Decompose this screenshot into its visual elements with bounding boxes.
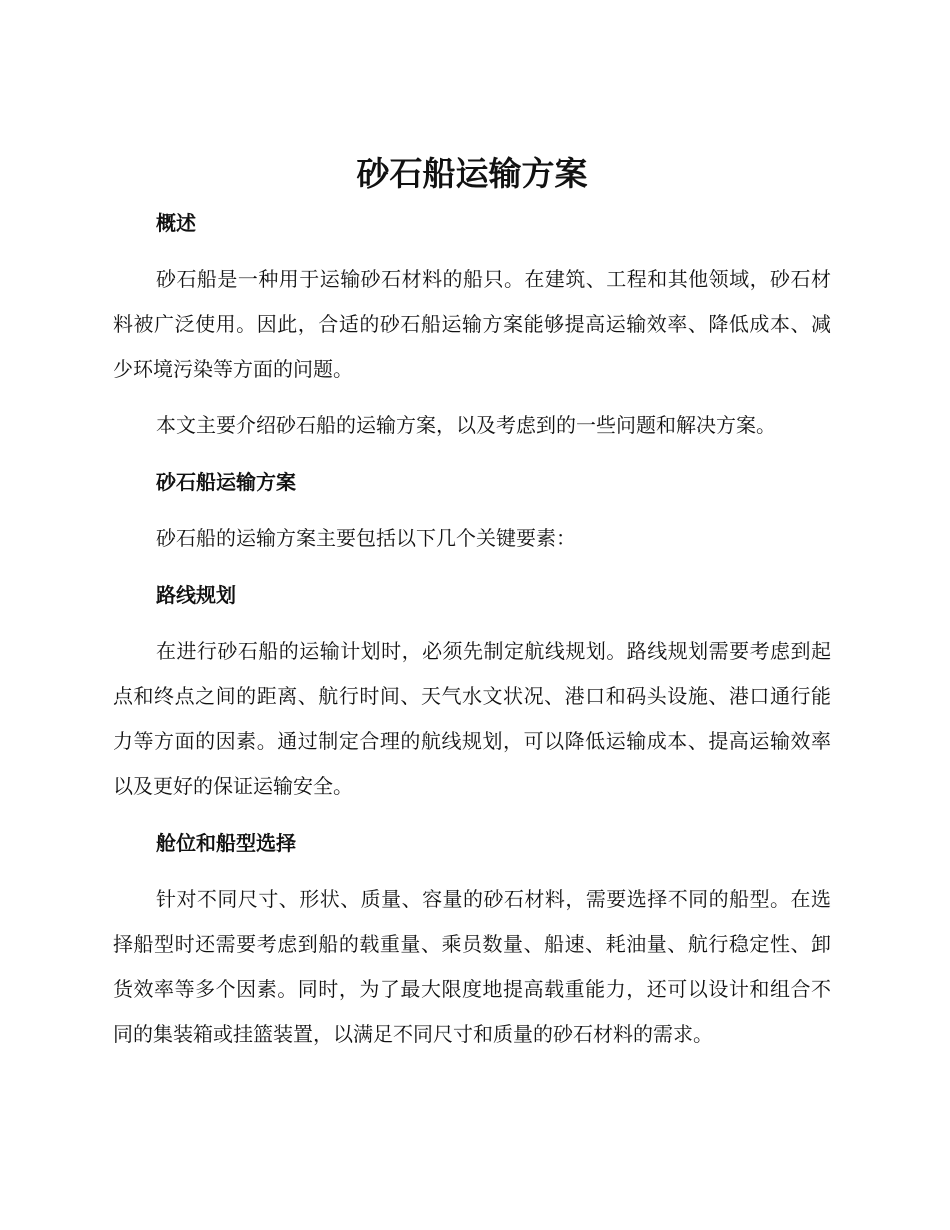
section-heading-route-planning: 路线规划 (156, 583, 236, 607)
paragraph: 砂石船的运输方案主要包括以下几个关键要素： (156, 526, 576, 550)
section-heading-vessel-selection: 舱位和船型选择 (156, 831, 296, 855)
section-heading-transport-plan: 砂石船运输方案 (156, 470, 296, 494)
section-heading-overview: 概述 (156, 211, 196, 235)
paragraph: 针对不同尺寸、形状、质量、容量的砂石材料，需要选择不同的船型。在选择船型时还需要考虑到船的载重量、乘员数量、船速、耗油量、航行稳定性、卸货效率等多个因素。同时，为了最大限度地提高载重能力，还可以设计和组合不同的集装箱或挂篮装置，以满足不同尺寸和质量的砂石材料的需求。 (113, 887, 831, 1046)
paragraph: 本文主要介绍砂石船的运输方案，以及考虑到的一些问题和解决方案。 (156, 413, 776, 437)
paragraph: 砂石船是一种用于运输砂石材料的船只。在建筑、工程和其他领域，砂石材料被广泛使用。因此，合适的砂石船运输方案能够提高运输效率、降低成本、减少环境污染等方面的问题。 (113, 267, 831, 381)
paragraph: 在进行砂石船的运输计划时，必须先制定航线规划。路线规划需要考虑到起点和终点之间的距离、航行时间、天气水文状况、港口和码头设施、港口通行能力等方面的因素。通过制定合理的航线规划，可以降低运输成本、提高运输效率以及更好的保证运输安全。 (113, 639, 831, 798)
document-title: 砂石船运输方案 (356, 154, 588, 193)
document-content (113, 148, 831, 1068)
